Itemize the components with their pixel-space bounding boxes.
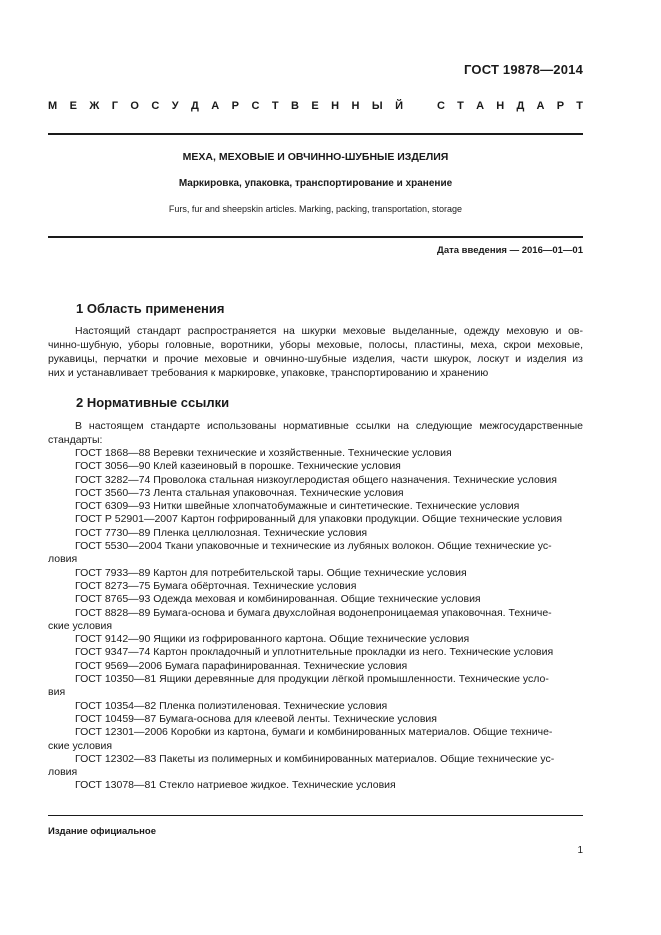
official-edition-label: Издание официальное bbox=[48, 826, 156, 837]
reference-text: ГОСТ 10350—81 Ящики деревянные для продукции лёгкой промышленности. Технические усло- bbox=[75, 673, 549, 686]
reference-item bbox=[48, 593, 583, 606]
banner-right-letter: Р bbox=[556, 100, 565, 112]
footer-rule bbox=[48, 815, 583, 816]
text-line: них и устанавливает требования к маркировке, упаковке, транспортированию и хранению bbox=[48, 367, 489, 379]
reference-text: ГОСТ 10354—82 Пленка полиэтиленовая. Технические условия bbox=[75, 699, 388, 712]
reference-item bbox=[48, 646, 583, 659]
standard-type-banner bbox=[48, 100, 583, 112]
reference-text: ГОСТ 9569—2006 Бумага парафинированная. Технические условия bbox=[75, 659, 408, 672]
reference-text: ГОСТ 13078—81 Стекло натриевое жидкое. Технические условия bbox=[75, 779, 396, 792]
reference-text: ГОСТ 8765—93 Одежда меховая и комбинированная. Общие технические условия bbox=[75, 593, 481, 606]
banner-left-letter: Т bbox=[271, 100, 279, 112]
document-subtitle: Маркировка, упаковка, транспортирование и хранение bbox=[178, 178, 453, 189]
reference-text: ГОСТ 12302—83 Пакеты из полимерных и комбинированных материалов. Общие технические ус- bbox=[75, 752, 555, 765]
document-title-english: Furs, fur and sheepskin articles. Marking, packing, transportation, storage bbox=[168, 204, 463, 214]
reference-item bbox=[48, 660, 583, 673]
title-rule bbox=[48, 236, 583, 238]
reference-continuation: ские условия bbox=[48, 739, 113, 752]
banner-left-letter: Е bbox=[69, 100, 77, 112]
banner-left-letter: Н bbox=[331, 100, 340, 112]
banner-right-letter: А bbox=[536, 100, 545, 112]
banner-left-letter: С bbox=[151, 100, 160, 112]
reference-continuation: вия bbox=[48, 686, 66, 699]
reference-text: ГОСТ 10459—87 Бумага-основа для клеевой ленты. Технические условия bbox=[75, 712, 437, 725]
reference-text: ГОСТ 3282—74 Проволока стальная низкоуглеродистая общего назначения. Технические условия bbox=[75, 473, 557, 486]
reference-item bbox=[48, 633, 583, 646]
reference-item bbox=[48, 447, 583, 460]
banner-right-letter: Н bbox=[496, 100, 505, 112]
banner-word-interstate bbox=[48, 100, 403, 112]
banner-left-letter: Ы bbox=[371, 100, 383, 112]
reference-text: ГОСТ 9347—74 Картон прокладочный и уплотнительные прокладки из него. Технические условия bbox=[75, 646, 554, 659]
reference-continuation: ские условия bbox=[48, 619, 113, 632]
section-1-text bbox=[48, 324, 583, 380]
banner-right-letter: С bbox=[437, 100, 445, 112]
text-line: чинно-шубную, уборы головные, воротники, уборы меховые, полосы, пластины, меха, скрои меховые, bbox=[48, 339, 583, 351]
section-2-heading: 2 Нормативные ссылки bbox=[76, 395, 230, 410]
reference-item bbox=[48, 607, 583, 634]
reference-item bbox=[48, 779, 583, 792]
banner-left-letter: В bbox=[290, 100, 299, 112]
reference-text: ГОСТ 8828—89 Бумага-основа и бумага двухслойная водонепроницаемая упаковочная. Техниче- bbox=[75, 606, 552, 619]
banner-left-letter: Р bbox=[231, 100, 240, 112]
banner-right-letter: Т bbox=[457, 100, 464, 112]
page-number: 1 bbox=[577, 845, 583, 856]
banner-left-letter: Н bbox=[351, 100, 360, 112]
section-2-intro bbox=[48, 419, 583, 447]
reference-continuation: ловия bbox=[48, 766, 78, 779]
reference-item bbox=[48, 540, 583, 567]
text-line: Настоящий стандарт распространяется на шкурки меховые выделанные, одежду меховую и ов- bbox=[75, 325, 583, 337]
reference-item bbox=[48, 460, 583, 473]
banner-left-letter: Ж bbox=[89, 100, 100, 112]
reference-continuation: ловия bbox=[48, 553, 78, 566]
reference-text: ГОСТ 6309—93 Нитки швейные хлопчатобумажные и синтетические. Технические условия bbox=[75, 500, 520, 513]
document-code: ГОСТ 19878—2014 bbox=[464, 62, 583, 77]
reference-item bbox=[48, 500, 583, 513]
reference-text: ГОСТ 7730—89 Пленка целлюлозная. Технические условия bbox=[75, 526, 368, 539]
banner-left-letter: Й bbox=[395, 100, 403, 112]
section-1-heading: 1 Область применения bbox=[76, 301, 225, 316]
text-line: стандарты: bbox=[48, 434, 103, 446]
reference-item bbox=[48, 753, 583, 780]
reference-text: ГОСТ 12301—2006 Коробки из картона, бумаги и комбинированных материалов. Общие техниче- bbox=[75, 726, 553, 739]
banner-left-letter: С bbox=[251, 100, 260, 112]
reference-text: ГОСТ 7933—89 Картон для потребительской тары. Общие технические условия bbox=[75, 566, 467, 579]
banner-left-letter: М bbox=[48, 100, 58, 112]
banner-left-letter: Г bbox=[111, 100, 118, 112]
reference-item bbox=[48, 487, 583, 500]
banner-left-letter: У bbox=[171, 100, 179, 112]
reference-item bbox=[48, 474, 583, 487]
normative-references-list bbox=[48, 447, 583, 793]
text-line: рукавицы, перчатки и прочие меховые и овчинно-шубные изделия, части шкурок, лоскут и изделия из bbox=[48, 353, 583, 365]
header-rule bbox=[48, 133, 583, 135]
text-line: В настоящем стандарте использованы нормативные ссылки на следующие межгосударственные bbox=[75, 420, 583, 432]
reference-text: ГОСТ 8273—75 Бумага обёрточная. Технические условия bbox=[75, 579, 357, 592]
banner-left-letter: Е bbox=[311, 100, 319, 112]
reference-text: ГОСТ Р 52901—2007 Картон гофрированный для упаковки продукции. Общие технические условия bbox=[75, 513, 563, 526]
reference-item bbox=[48, 713, 583, 726]
reference-text: ГОСТ 3056—90 Клей казеиновый в порошке. Технические условия bbox=[75, 460, 401, 473]
banner-left-letter: А bbox=[211, 100, 220, 112]
reference-item bbox=[48, 700, 583, 713]
reference-text: ГОСТ 9142—90 Ящики из гофрированного картона. Общие технические условия bbox=[75, 633, 470, 646]
reference-item bbox=[48, 567, 583, 580]
reference-item bbox=[48, 673, 583, 700]
reference-item bbox=[48, 580, 583, 593]
document-title: МЕХА, МЕХОВЫЕ И ОВЧИННО-ШУБНЫЕ ИЗДЕЛИЯ bbox=[182, 151, 449, 163]
reference-item bbox=[48, 726, 583, 753]
banner-right-letter: А bbox=[476, 100, 485, 112]
banner-left-letter: Д bbox=[191, 100, 199, 112]
banner-right-letter: Т bbox=[576, 100, 583, 112]
banner-right-letter: Д bbox=[516, 100, 525, 112]
reference-item bbox=[48, 527, 583, 540]
reference-text: ГОСТ 1868—88 Веревки технические и хозяйственные. Технические условия bbox=[75, 447, 452, 459]
reference-item bbox=[48, 513, 583, 526]
reference-text: ГОСТ 5530—2004 Ткани упаковочные и технические из лубяных волокон. Общие технические ус- bbox=[75, 540, 552, 553]
introduction-date: Дата введения — 2016—01—01 bbox=[437, 245, 583, 256]
banner-left-letter: О bbox=[130, 100, 139, 112]
banner-word-standard bbox=[437, 100, 583, 112]
reference-text: ГОСТ 3560—73 Лента стальная упаковочная. Технические условия bbox=[75, 486, 404, 499]
